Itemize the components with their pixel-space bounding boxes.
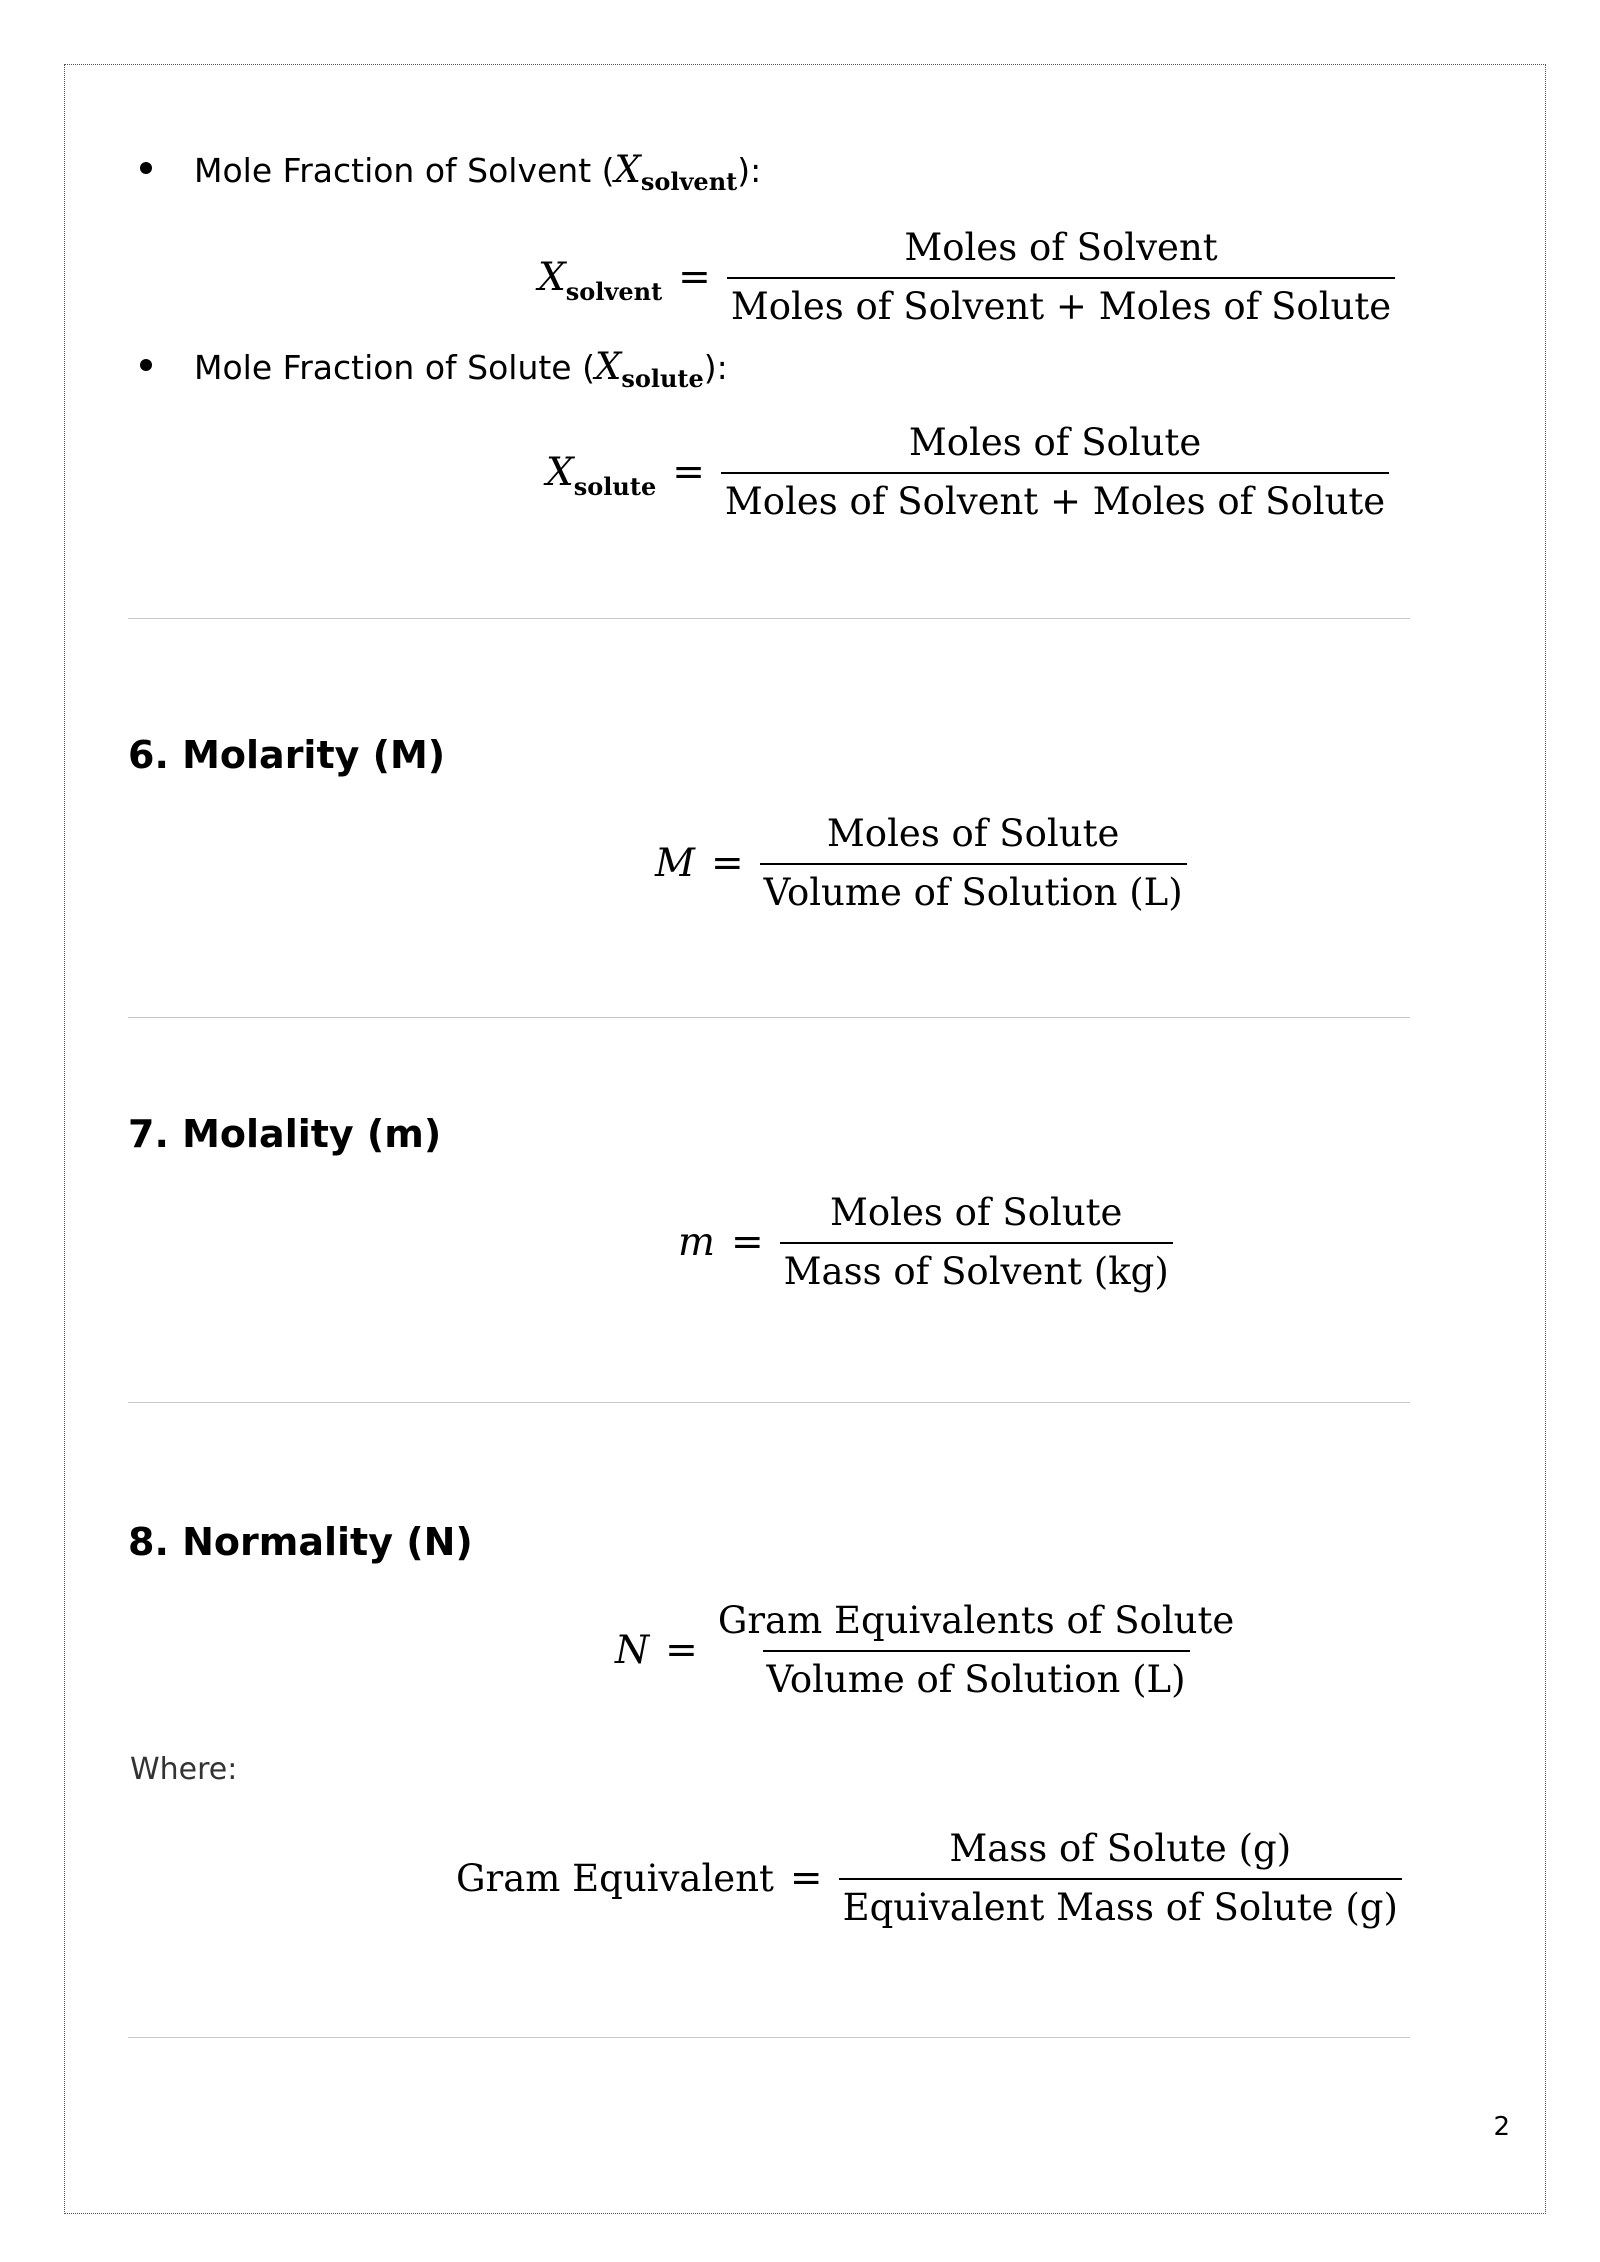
lhs-variable: M [655,841,695,887]
fraction [760,814,1187,913]
bullet-suffix: ): [737,151,762,190]
numerator: Moles of Solute [826,812,1120,855]
bullet-mole-fraction-solute [140,345,728,393]
fraction [721,423,1389,522]
denominator: Mass of Solvent (kg) [780,1242,1173,1293]
equation-gram-equivalent [456,1829,1402,1928]
where-label: Where: [130,1752,238,1787]
bullet-label: Mole Fraction of Solvent ( [194,151,615,190]
equals-sign: = [730,1220,764,1266]
lhs-subscript: solute [573,472,657,502]
equation-lhs [538,255,663,307]
fraction [780,1193,1173,1292]
inline-subscript: solvent [640,167,738,196]
bullet-mole-fraction-solvent [140,148,762,196]
equation-molality [678,1193,1173,1292]
numerator: Mass of Solute (g) [949,1827,1292,1870]
equals-sign: = [678,255,711,301]
lhs-variable: X [546,450,574,496]
equation-mole-fraction-solute [546,423,1389,522]
bullet-icon [140,162,152,174]
horizontal-rule [128,1402,1410,1403]
fraction [727,228,1395,327]
fraction [839,1829,1402,1928]
horizontal-rule [128,2037,1410,2038]
denominator: Volume of Solution (L) [763,1650,1190,1701]
denominator: Moles of Solvent + Moles of Solute [721,472,1389,523]
numerator: Moles of Solute [830,1191,1123,1234]
inline-variable: X [614,148,641,191]
section-heading-normality: 8. Normality (N) [128,1520,473,1564]
equation-lhs [615,1628,649,1673]
section-heading-molarity: 6. Molarity (M) [128,733,446,777]
equation-normality [615,1601,1238,1700]
lhs-text: Gram Equivalent [456,1857,774,1901]
bullet-suffix: ): [703,348,728,387]
bullet-label: Mole Fraction of Solute ( [194,348,595,387]
horizontal-rule [128,618,1410,619]
equation-mole-fraction-solvent [538,228,1395,327]
inline-subscript: solute [621,364,704,393]
fraction [714,1601,1238,1700]
horizontal-rule [128,1017,1410,1018]
section-heading-molality: 7. Molality (m) [128,1112,442,1156]
numerator: Gram Equivalents of Solute [717,1599,1235,1642]
denominator: Volume of Solution (L) [760,863,1187,914]
denominator: Moles of Solvent + Moles of Solute [727,277,1395,328]
equals-sign: = [665,1628,698,1674]
lhs-variable: X [538,255,566,301]
equation-molarity [655,814,1187,913]
inline-variable: X [594,345,622,388]
denominator: Equivalent Mass of Solute (g) [839,1878,1402,1929]
equation-lhs [678,1220,715,1265]
lhs-variable: m [678,1220,715,1266]
equation-lhs [655,841,695,886]
equation-lhs [456,1857,774,1900]
page-number: 2 [1493,2112,1510,2142]
lhs-variable: N [615,1628,650,1674]
lhs-subscript: solvent [565,277,663,307]
equals-sign: = [789,1856,823,1902]
equals-sign: = [672,450,705,496]
equals-sign: = [710,841,744,887]
equation-lhs [546,450,657,502]
numerator: Moles of Solute [908,421,1202,464]
bullet-icon [140,359,152,371]
numerator: Moles of Solvent [904,226,1218,269]
